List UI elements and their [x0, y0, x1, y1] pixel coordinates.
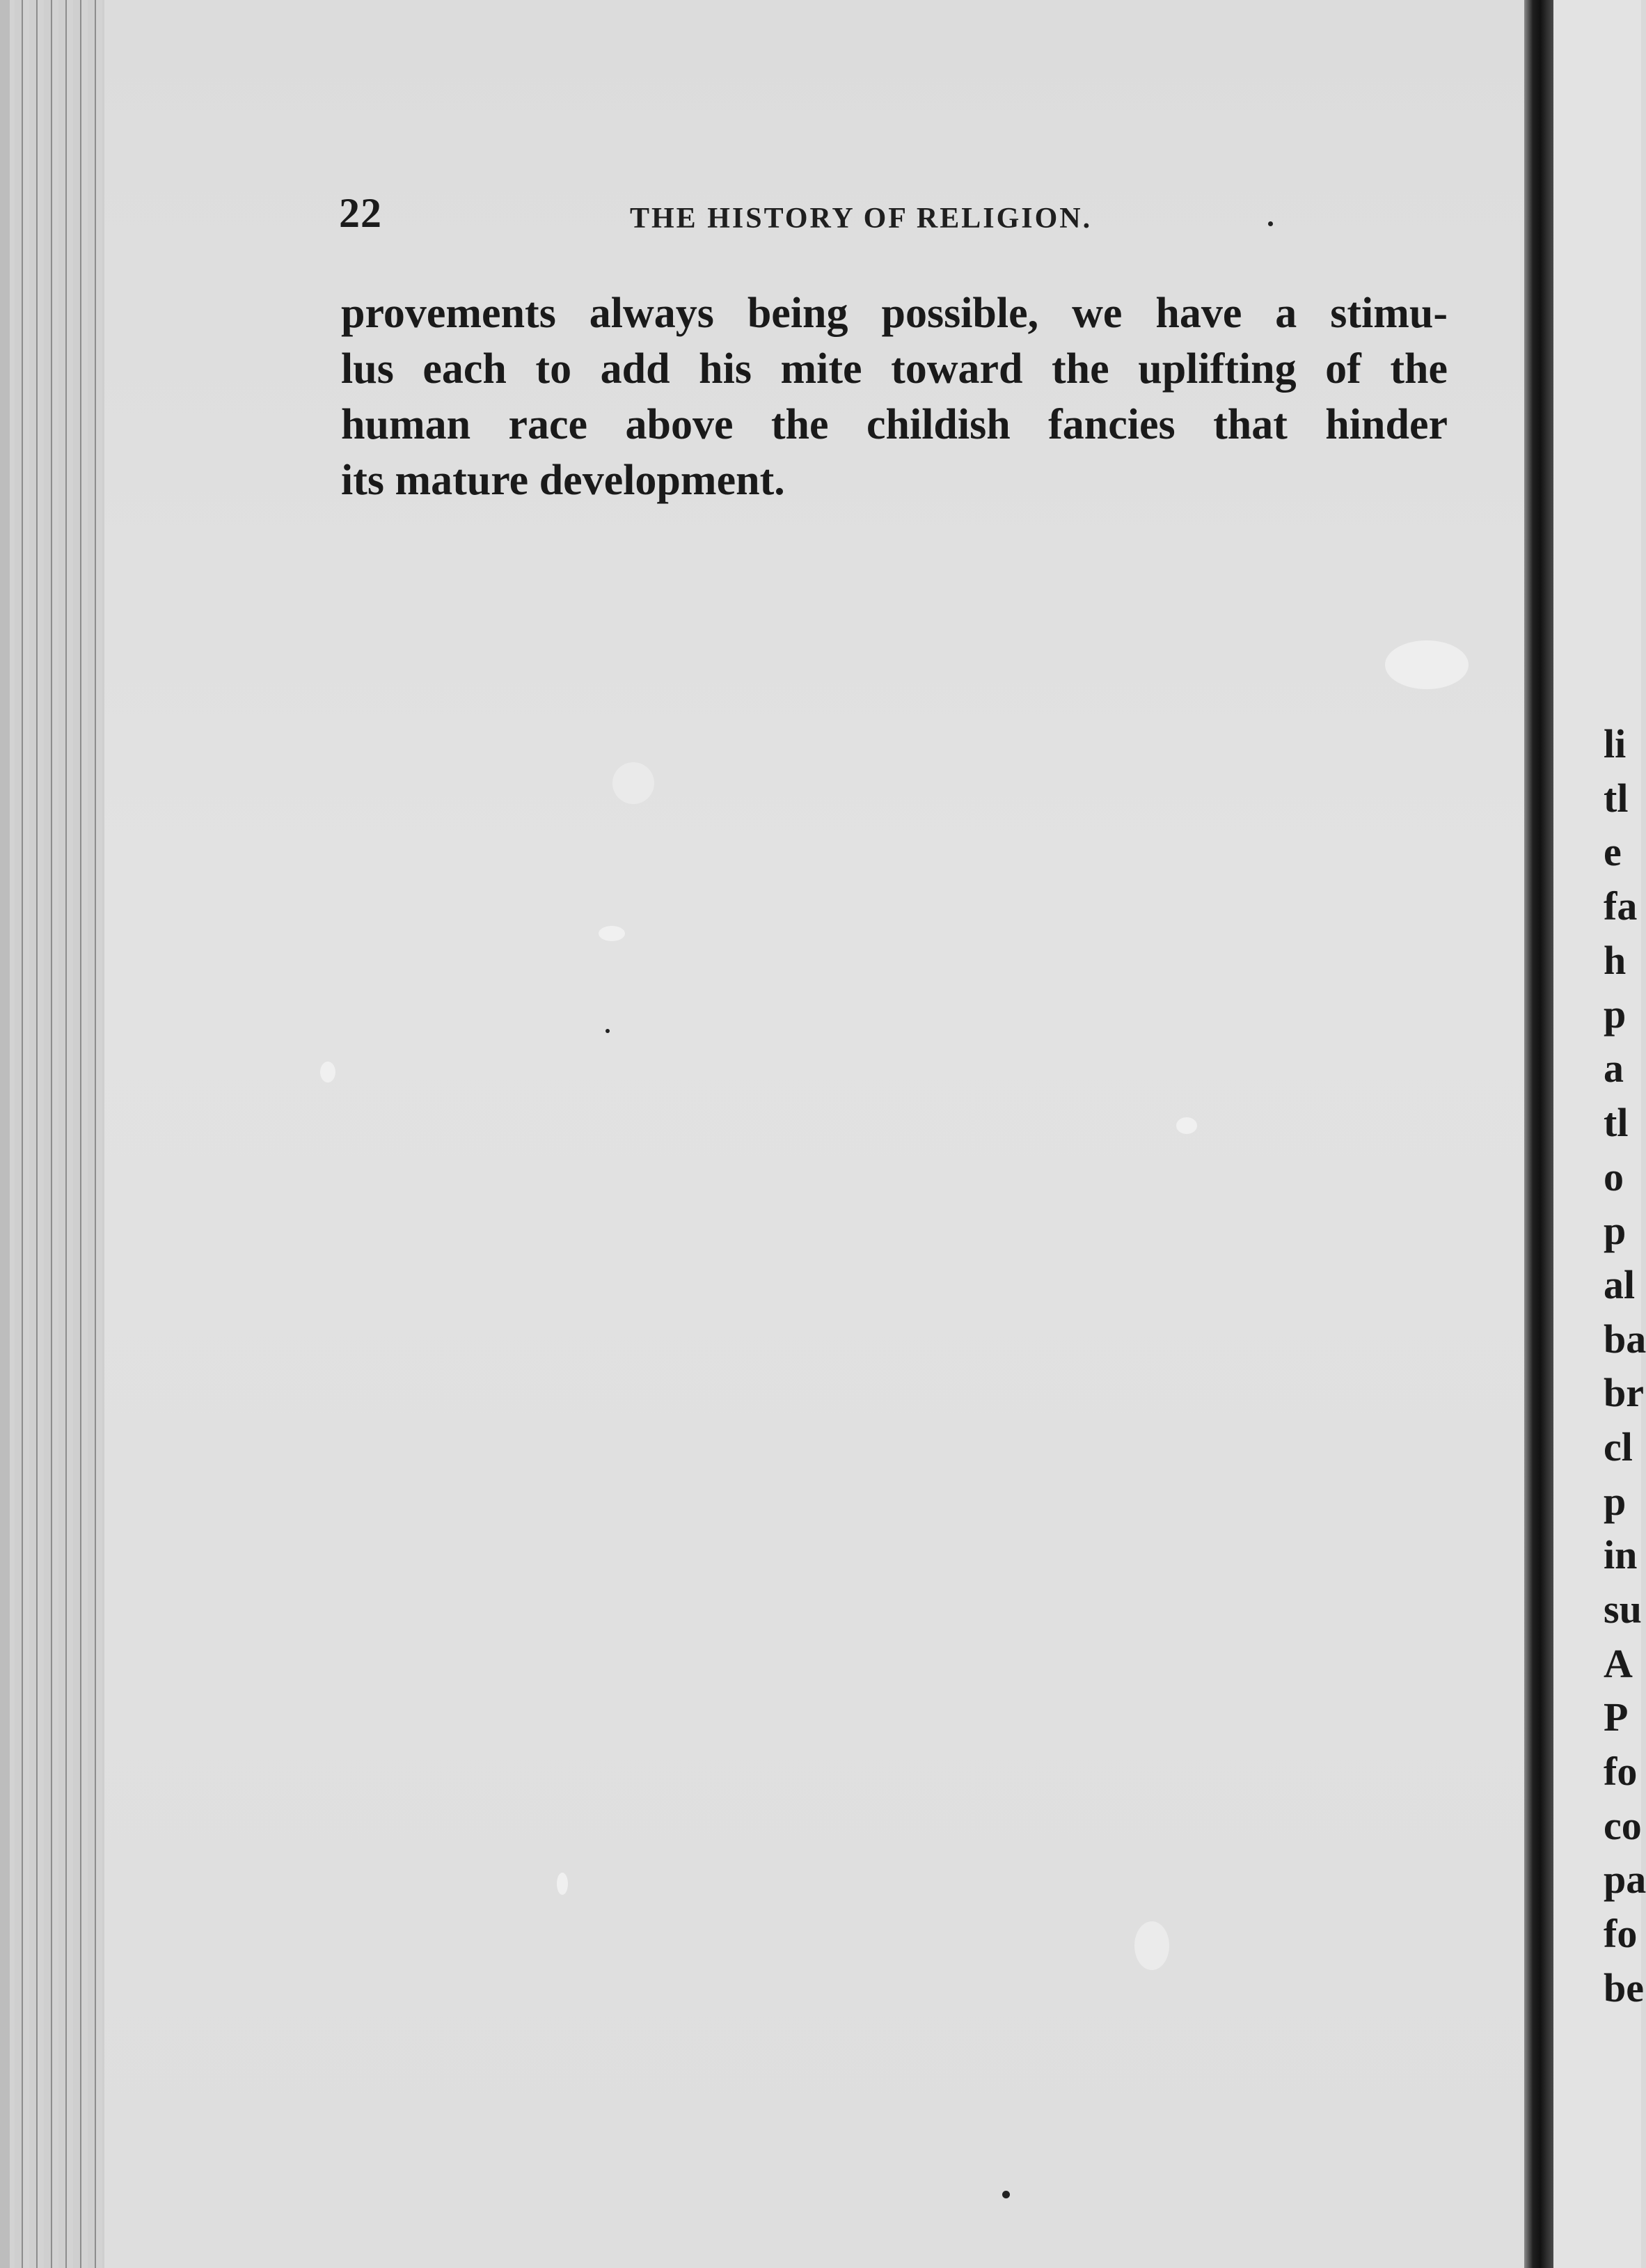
- body-line: its mature development.: [341, 457, 785, 504]
- facing-line-fragment: pa: [1604, 1857, 1646, 1903]
- scan-speck: [612, 762, 654, 804]
- facing-line-fragment: br: [1604, 1370, 1644, 1416]
- ink-dot: [1268, 221, 1273, 226]
- facing-line-fragment: al: [1604, 1261, 1636, 1307]
- facing-line-fragment: li: [1604, 721, 1627, 766]
- facing-line-fragment: in: [1604, 1532, 1638, 1578]
- scan-speck: [557, 1873, 568, 1895]
- facing-line-fragment: A: [1604, 1640, 1633, 1686]
- facing-line-fragment: h: [1604, 937, 1627, 983]
- facing-line-fragment: fa: [1604, 883, 1638, 929]
- facing-line-fragment: e: [1604, 829, 1622, 875]
- scan-speck: [1134, 1921, 1169, 1970]
- scan-speck: [1385, 640, 1469, 689]
- facing-line-fragment: be: [1604, 1964, 1644, 2010]
- facing-line-fragment: P: [1604, 1694, 1629, 1740]
- facing-page-text: [1604, 717, 1646, 2015]
- page-number: 22: [339, 190, 382, 236]
- facing-page: [1553, 0, 1646, 2268]
- stacked-page-edges: [0, 0, 104, 2268]
- facing-line-fragment: cl: [1604, 1424, 1633, 1470]
- facing-line-fragment: tl: [1604, 1099, 1629, 1145]
- facing-line-fragment: p: [1604, 1208, 1627, 1254]
- running-head-title: THE HISTORY OF RELIGION.: [630, 203, 1093, 235]
- binding-gutter: [1524, 0, 1553, 2268]
- facing-line-fragment: p: [1604, 1478, 1627, 1524]
- facing-line-fragment: p: [1604, 991, 1627, 1037]
- facing-line-fragment: a: [1604, 1046, 1624, 1092]
- facing-line-fragment: su: [1604, 1586, 1642, 1632]
- facing-line-fragment: co: [1604, 1802, 1642, 1848]
- facing-line-fragment: o: [1604, 1153, 1624, 1199]
- body-paragraph: [341, 285, 1448, 508]
- scan-speck: [320, 1062, 335, 1082]
- body-line: provements always being possible, we have a stimu-: [341, 290, 1448, 337]
- facing-line-fragment: tl: [1604, 775, 1629, 821]
- ink-dot: [606, 1029, 610, 1033]
- facing-line-fragment: fo: [1604, 1749, 1638, 1795]
- scan-speck: [599, 926, 625, 941]
- facing-line-fragment: ba: [1604, 1316, 1646, 1362]
- body-line: human race above the childish fancies that hinder: [341, 401, 1448, 448]
- facing-line-fragment: fo: [1604, 1911, 1638, 1957]
- scan-speck: [1176, 1117, 1197, 1134]
- body-line: lus each to add his mite toward the uplifting of the: [341, 345, 1448, 393]
- ink-dot: [1002, 2191, 1010, 2198]
